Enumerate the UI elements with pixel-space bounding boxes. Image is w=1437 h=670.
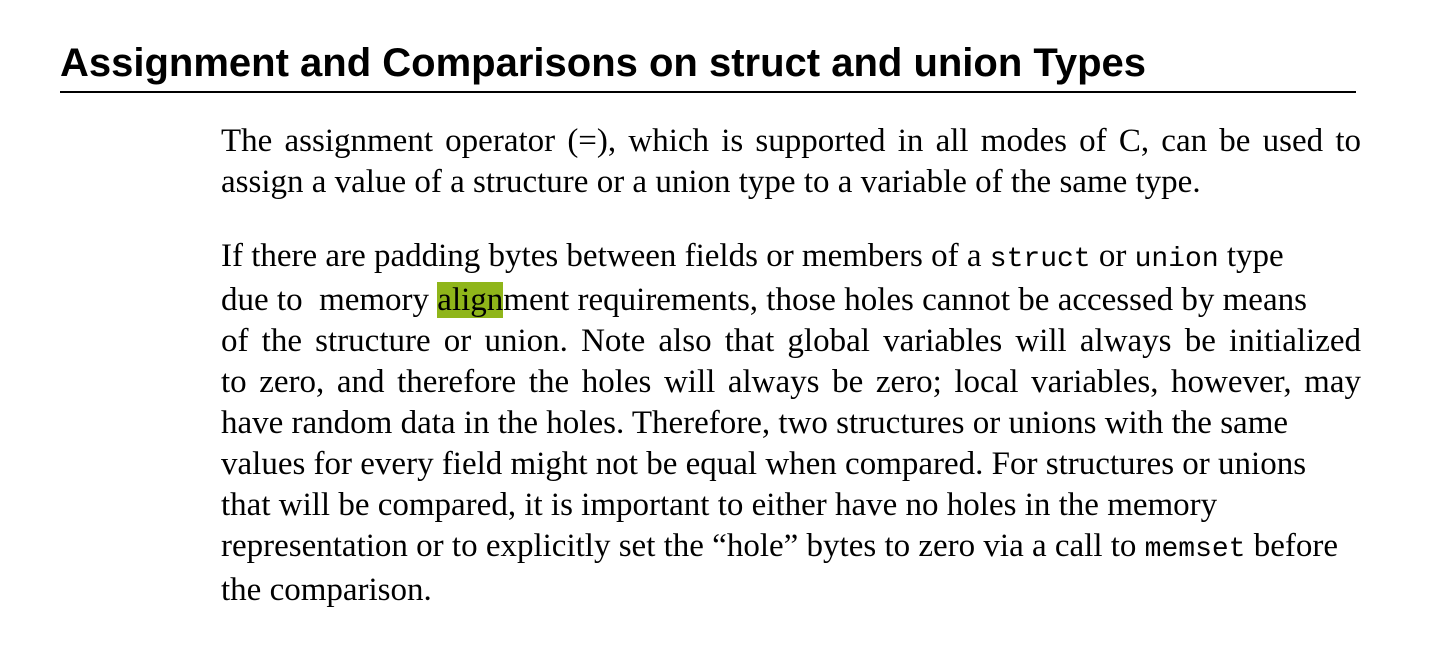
code-union: union [1134,244,1219,275]
paragraph-line: of the structure or union. Note also that global variables will always be initialized [221,323,1361,359]
paragraph-line [221,526,1361,570]
paragraph-line: The assignment operator (=), which is supported in all modes of C, can be used to [221,123,1361,159]
code-memset: memset [1144,534,1246,565]
paragraph-line [221,280,1361,321]
text-run: type [1218,238,1284,274]
paragraph-line: to zero, and therefore the holes will always be zero; local variables, however, may [221,364,1361,400]
heading-underline [60,91,1356,93]
paragraph-line: have random data in the holes. Therefore, two structures or unions with the same [221,405,1289,441]
paragraph-line [221,236,1361,280]
text-run: representation or to explicitly set the “hole” bytes to zero via a call to [221,528,1145,564]
paragraph-line: that will be compared, it is important to either have no holes in the memory [221,487,1218,523]
paragraph-line: the comparison. [221,572,432,608]
paragraph-assignment [221,121,1361,203]
code-struct: struct [989,244,1091,275]
text-run: ment requirements, those holes cannot be accessed by means [503,282,1307,318]
search-highlight: align [437,282,504,318]
text-run: or [1090,238,1135,274]
paragraph-padding [221,236,1361,611]
paragraph-line: assign a value of a structure or a union type to a variable of the same type. [221,164,1201,200]
text-run: due to memory [221,282,438,318]
section-heading: Assignment and Comparisons on struct and union Types [60,41,1147,85]
paragraph-line: values for every field might not be equal when compared. For structures or unions [221,446,1307,482]
text-run: If there are padding bytes between fields or members of a [221,238,990,274]
text-run: before [1245,528,1339,564]
